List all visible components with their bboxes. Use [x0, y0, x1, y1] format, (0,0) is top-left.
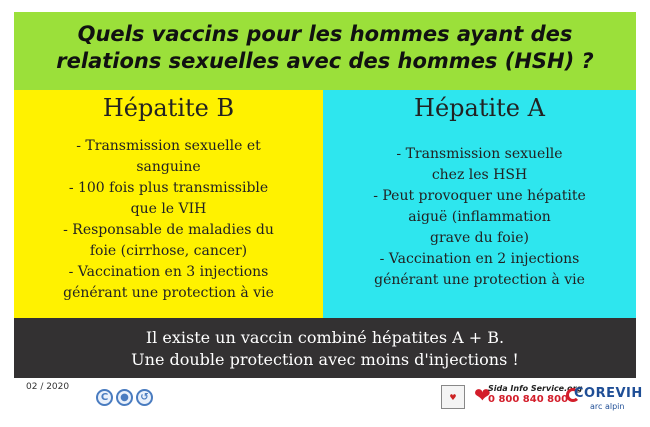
list-item: - Vaccination en 3 injections générant une protection à vie: [63, 264, 274, 301]
header-banner: [14, 12, 636, 90]
red-ribbon-icon: ❤: [474, 383, 491, 407]
corevih-logo-sub: arc alpin: [590, 402, 625, 411]
corevih-logo: [566, 382, 643, 414]
hepatitis-a-panel: [323, 90, 636, 318]
info-card: [14, 12, 636, 378]
hepatitis-b-list: [22, 136, 315, 304]
hepatitis-a-list: [331, 144, 628, 291]
hepatitis-b-panel: [14, 90, 323, 318]
list-item: - Vaccination en 2 injections générant une protection à vie: [374, 251, 585, 288]
sida-logo-phone: 0 800 840 800: [488, 394, 569, 405]
by-icon: ●: [116, 389, 133, 406]
license-icons: [96, 389, 153, 406]
sa-icon: ↺: [136, 389, 153, 406]
list-item: - Transmission sexuelle chez les HSH: [396, 146, 563, 183]
sida-logo-name: Sida Info Service.org: [488, 384, 583, 393]
hepatitis-a-title: Hépatite A: [414, 94, 545, 122]
corevih-logo-name: COREVIH: [574, 386, 643, 401]
combined-vaccine-text: Il existe un vaccin combiné hépatites A + B. Une double protection avec moins d'injections !: [131, 328, 519, 369]
list-item: - Transmission sexuelle et sanguine: [76, 138, 261, 175]
list-item: - Peut provoquer une hépatite aiguë (inflammation grave du foie): [373, 188, 586, 246]
combined-vaccine-banner: [14, 318, 636, 378]
publication-date: 02 / 2020: [26, 382, 70, 392]
partner-logo-icon: ♥: [441, 385, 465, 409]
hepatitis-b-title: Hépatite B: [102, 94, 235, 122]
page-title: Quels vaccins pour les hommes ayant des relations sexuelles avec des hommes (HSH) ?: [56, 22, 594, 73]
sida-info-service-logo: [474, 382, 583, 414]
list-item: - 100 fois plus transmissible que le VIH: [68, 180, 269, 217]
list-item: - Responsable de maladies du foie (cirrhose, cancer): [63, 222, 274, 259]
cc-icon: C: [96, 389, 113, 406]
